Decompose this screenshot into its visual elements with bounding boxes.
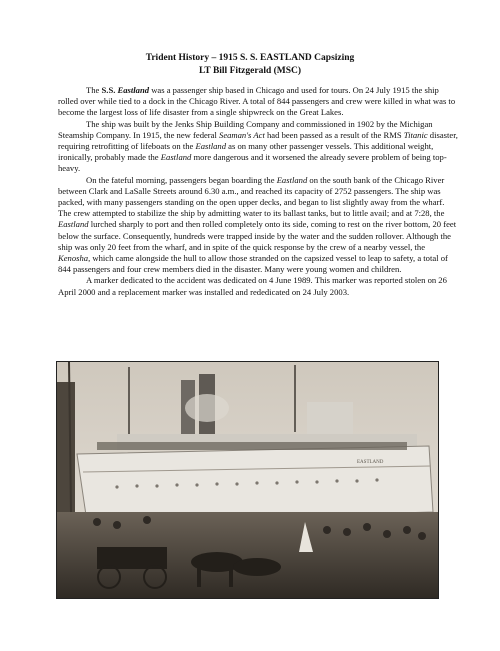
text-run: Seaman's Act [219, 129, 265, 140]
photo-hull-name: EASTLAND [357, 460, 384, 465]
text-run: was a passenger ship based in Chicago and used for tours. On 24 July 1915 the ship rolled over while tied to a dock in the Chicago River. A total of 844 passengers and crew were killed in what was to become the largest loss of life disaster from a single shipwreck on the Great Lakes. [58, 85, 456, 118]
photo-hull [77, 446, 433, 522]
text-run: Eastland [160, 152, 192, 163]
photo-pilothouse [307, 402, 353, 434]
text-run: Eastland [117, 85, 150, 95]
text-run: The [86, 85, 102, 95]
photo-smoke [185, 394, 229, 422]
title-line-1: Trident History – 1915 S. S. EASTLAND Capsizing [145, 53, 355, 63]
paragraph-2 [58, 119, 458, 175]
text-run: Kenosha [58, 253, 89, 264]
text-run: On the fateful morning, passengers began boarding the [86, 174, 277, 185]
text-run: , which came alongside the hull to allow those stranded on the capsized vessel to leap to safety, a total of 844 passengers and four crew members died in the disaster. Many were young women and children. [58, 253, 448, 275]
photo-building [57, 382, 75, 512]
text-run: Eastland [195, 141, 227, 152]
text-run: more dangerous and it worsened the already severe problem of being top-heavy. [58, 152, 447, 174]
text-run: Titanic [403, 129, 428, 140]
eastland-photo-illustration [57, 362, 438, 598]
text-run: Eastland [58, 219, 89, 230]
text-run: as on many other passenger vessels. This additional weight, ironically, probably made the [58, 141, 434, 163]
eastland-photo [56, 361, 439, 599]
author-line: LT Bill Fitzgerald (MSC) [198, 66, 302, 76]
text-run: disaster, requiring retrofitting of lifeboats on the [58, 129, 458, 152]
text-run: Eastland [276, 174, 308, 185]
document-title [0, 52, 500, 78]
text-run: lurched sharply to port and then rolled completely onto its side, coming to rest on the river bottom, 20 feet below the surface. Consequently, hundreds were trapped inside by the water and the sudden rollover. Although the ship was only 20 feet from the wharf, and in spite of the quick response by the crew of a nearby vessel, the [58, 219, 457, 252]
text-run: The ship was built by the Jenks Ship Building Company and commissioned in 1902 by the Michigan Steamship Company. In 1915, the new federal [58, 118, 433, 140]
text-run: S.S. [101, 85, 118, 95]
text-run: A marker dedicated to the accident was dedicated on 4 June 1989. This marker was reported stolen on 26 April 2000 and a replacement marker was installed and rededicated on 24 July 2003. [58, 275, 447, 297]
text-run: had been passed as a result of the RMS [264, 129, 404, 140]
text-run: on the south bank of the Chicago River between Clark and LaSalle Streets around 6.30 a.m., and reached its capacity of 2752 passengers. The ship was packed, with many passengers standing on the open upper decks, and began to list slightly away from the wharf. The crew attempted to stabilize the ship by admitting water to its ballast tanks, but to little avail; and at 7:28, the [58, 174, 445, 219]
paragraph-4 [58, 275, 458, 297]
article-body [58, 85, 458, 298]
paragraph-3 [58, 175, 458, 276]
photo-deck-crowd [97, 442, 407, 450]
paragraph-1 [58, 85, 458, 119]
